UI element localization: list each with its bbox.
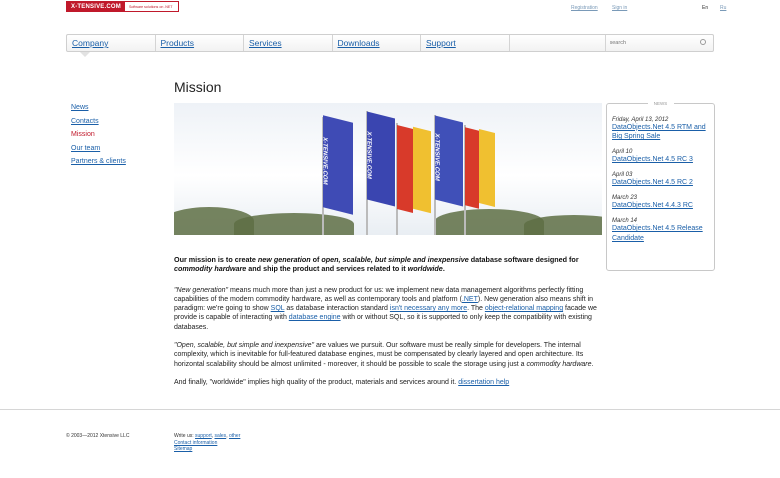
emphasis: "New generation" (174, 286, 229, 294)
sidebar-item-our-team[interactable]: Our team (71, 144, 101, 152)
sidebar-item-news[interactable]: News (71, 104, 89, 111)
text-span: ). New generation also means shift in paradigm: we're going to show (174, 295, 594, 313)
mission-content (174, 255, 602, 396)
flag-blue (323, 115, 353, 214)
flag-text: X-TENSIVE.COM (365, 130, 372, 180)
search-icon[interactable] (700, 39, 706, 45)
text-span: are values we pursuit. Our software must be really simple for developers. The internal complexity, which is inevitable for full-featured database engines, must be compensated by clearly layered and open architecture. Its horizontal scalability should be almost unlimited - moreover, it should be possible to scale the storage using just a (174, 342, 584, 368)
language-ru[interactable]: Ru (720, 5, 727, 11)
copyright: © 2003—2012 Xtensive LLC (66, 433, 130, 439)
other-email-link[interactable]: other (228, 433, 241, 439)
text-span: . (591, 360, 594, 368)
lead-paragraph (174, 255, 602, 274)
paragraph-worldwide (174, 378, 602, 387)
search-box (606, 35, 714, 51)
nav-active-pointer (80, 52, 90, 57)
news-link[interactable]: DataObjects.Net 4.4.3 RC (612, 202, 693, 209)
flag-text: X-TENSIVE.COM (321, 136, 328, 186)
text-span: . The (467, 305, 485, 313)
page-title: Mission (174, 79, 222, 95)
news-date: April 10 (612, 149, 633, 155)
news-item (607, 195, 714, 211)
flag-text: X-TENSIVE.COM (433, 132, 440, 182)
flag-yellow (479, 129, 495, 207)
emphasis: commodity hardware (174, 264, 247, 274)
news-item (607, 149, 714, 165)
text-span: facade we provide is capable of interacting with (174, 305, 597, 322)
logo-mark: X-TENSIVE.COM (67, 2, 125, 11)
sitemap-link[interactable]: Sitemap (174, 446, 193, 452)
footer-links (174, 433, 240, 453)
nav-downloads[interactable]: Downloads (333, 35, 422, 51)
main-nav (66, 34, 714, 52)
logo-tagline: Software solutions on .NET (128, 4, 173, 9)
dotnet-link[interactable]: .NET (461, 295, 478, 303)
emphasis: commodity hardware (526, 360, 592, 368)
separator: , (226, 433, 229, 439)
news-date: March 23 (612, 195, 638, 201)
flag-red (397, 125, 413, 213)
text-span: database software designed for (468, 255, 579, 264)
news-date: Friday, April 13, 2012 (612, 116, 669, 123)
language-en[interactable]: En (702, 5, 709, 11)
tree-shape (234, 213, 354, 235)
dissertation-help-link[interactable]: dissertation help (458, 378, 510, 386)
emphasis: open, scalable, but simple and inexpensive (321, 255, 469, 264)
text-span: as database interaction standard (284, 305, 390, 313)
sales-email-link[interactable]: sales (214, 433, 227, 439)
news-link[interactable]: DataObjects.Net 4.5 RC 3 (612, 156, 693, 163)
search-input[interactable] (610, 36, 690, 50)
news-date: March 14 (612, 218, 638, 224)
text-span: Our mission is to create (174, 255, 258, 264)
paragraph-new-generation (174, 286, 602, 332)
sql-link[interactable]: SQL (270, 305, 285, 313)
sidebar-item-partners[interactable]: Partners & clients (71, 158, 126, 165)
flag-blue (367, 112, 395, 207)
paragraph-values (174, 341, 602, 369)
news-panel (606, 103, 715, 271)
orm-link[interactable]: object-relational mapping (484, 305, 564, 313)
text-span: of (310, 255, 322, 264)
nav-services[interactable]: Services (244, 35, 333, 51)
flag-yellow (413, 127, 431, 213)
flag-red (465, 127, 479, 208)
registration-link[interactable]: Registration (571, 5, 598, 11)
database-engine-link[interactable]: database engine (288, 314, 341, 322)
contact-info-link[interactable]: Contact information (174, 439, 218, 446)
news-link[interactable]: DataObjects.Net 4.5 RC 2 (612, 179, 693, 186)
emphasis: new generation (257, 255, 311, 264)
flag-blue (435, 116, 463, 207)
news-item (607, 218, 714, 243)
site-logo[interactable] (66, 1, 179, 12)
text-span: . (442, 264, 445, 274)
news-heading: NEWS (648, 101, 674, 106)
sign-in-link[interactable]: Sign in (612, 5, 628, 11)
news-item (607, 117, 714, 142)
separator: , (211, 433, 215, 439)
footer-divider (0, 409, 780, 410)
nav-spacer (510, 35, 606, 51)
news-link[interactable]: DataObjects.Net 4.5 Release Candidate (612, 225, 703, 242)
hero-image (174, 103, 602, 235)
text-span: And finally, "worldwide" implies high quality of the product, materials and services around it. (174, 378, 459, 386)
news-link[interactable]: DataObjects.Net 4.5 RTM and Big Spring Sale (612, 123, 706, 140)
sidebar-item-mission[interactable]: Mission (71, 131, 95, 138)
top-bar (0, 0, 780, 16)
tree-shape (524, 215, 602, 235)
sidebar-item-contacts[interactable]: Contacts (71, 117, 99, 125)
write-us-label: Write us: (174, 433, 196, 439)
sidebar (71, 101, 126, 169)
emphasis: worldwide (407, 264, 443, 274)
support-email-link[interactable]: support (195, 433, 212, 439)
nav-products[interactable]: Products (156, 35, 245, 51)
nav-support[interactable]: Support (421, 35, 510, 51)
news-item (607, 172, 714, 188)
not-necessary-link[interactable]: isn't necessary any more (389, 305, 468, 313)
nav-company[interactable]: Company (67, 35, 156, 51)
news-date: April 03 (612, 172, 633, 178)
text-span: with or without SQL, so it is supported to only keep the compatibility with existing databases. (174, 314, 592, 331)
text-span: means much more than just a new product for us: we implement new data management algorithms perfectly fitting capabilities of the modern commodity hardware, as well as contemporary tools and platform ( (174, 286, 584, 303)
emphasis: "Open, scalable, but simple and inexpensive" (174, 342, 314, 350)
text-span: and ship the product and services related to it (246, 264, 408, 274)
